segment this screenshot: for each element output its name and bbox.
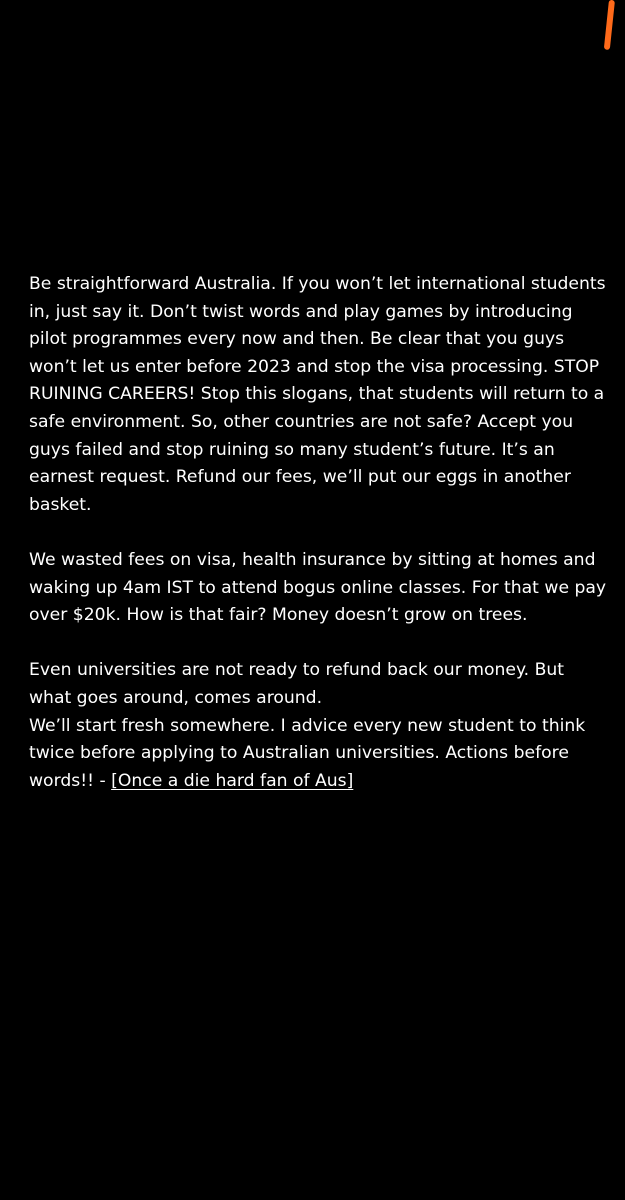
orange-pen-stroke xyxy=(604,0,615,50)
story-paragraph-3-line-1: Even universities are not ready to refund back our money. But what goes around, comes around. xyxy=(29,660,565,708)
story-paragraph-1: Be straightforward Australia. If you won’t let international students in, just say it. Don’t twist words and play games by introducing pilot programmes every now and then. Be clear that you guys won’t let us enter before 2023 and stop the visa processing. STOP RUINING CAREERS! Stop this slogans, that students will return to a safe environment. So, other countries are not safe? Accept you guys failed and stop ruining so many student’s future. It’s an earnest request. Refund our fees, we’ll put our eggs in another basket. xyxy=(29,274,606,515)
story-paragraph-3-line-2: We’ll start fresh somewhere. I advice every new student to think twice before applying to Australian universities. Actions before words!! - xyxy=(29,715,586,791)
story-text-block xyxy=(29,271,609,795)
signature-link[interactable]: [Once a die hard fan of Aus] xyxy=(111,770,354,791)
story-paragraph-2: We wasted fees on visa, health insurance by sitting at homes and waking up 4am IST to attend bogus online classes. For that we pay over $20k. How is that fair? Money doesn’t grow on trees. xyxy=(29,549,607,626)
story-paragraph-3 xyxy=(29,657,609,795)
